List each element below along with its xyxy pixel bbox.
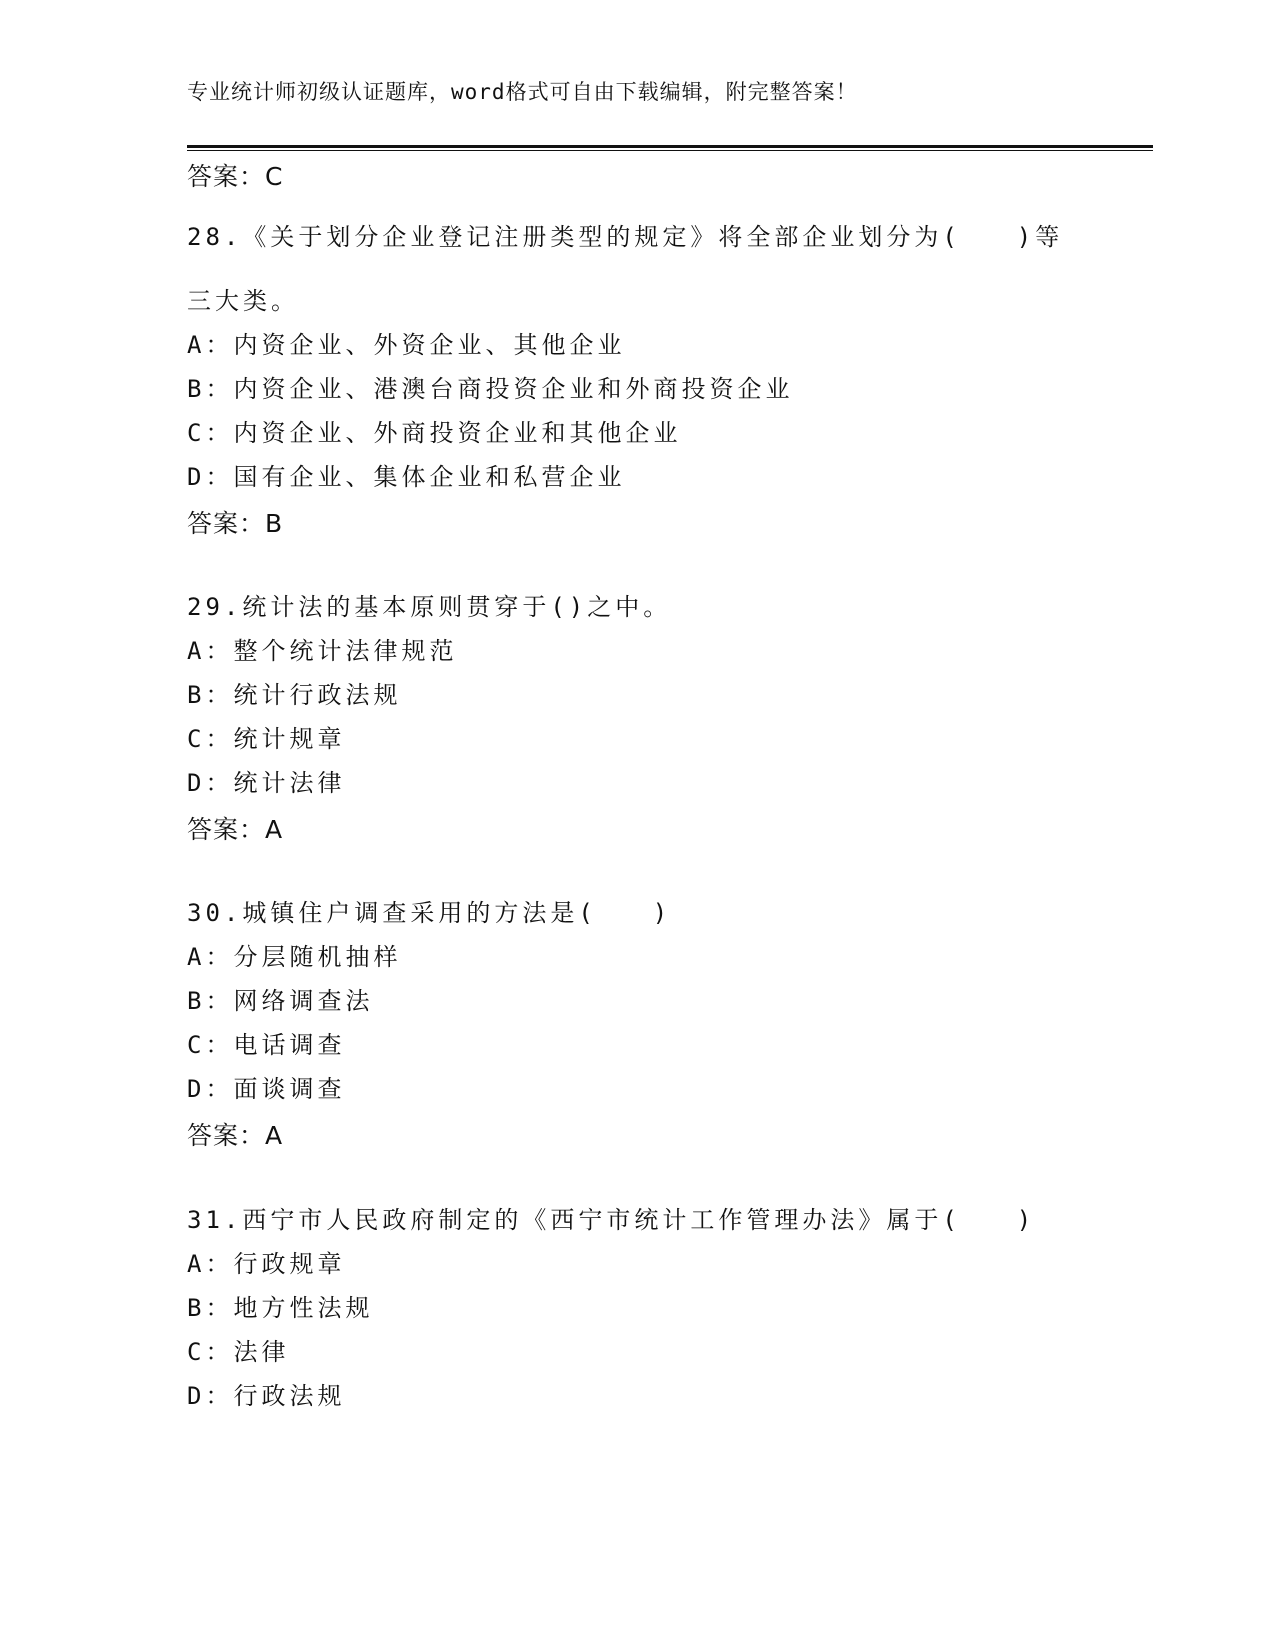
answer-text: 答案：A bbox=[187, 1121, 284, 1150]
option-d: D：面谈调查 bbox=[187, 1075, 346, 1103]
option-b: B：内资企业、港澳台商投资企业和外商投资企业 bbox=[187, 375, 794, 403]
question-stem-continued: 三大类。 bbox=[187, 287, 299, 315]
option-a: A：内资企业、外资企业、其他企业 bbox=[187, 331, 626, 359]
option-a: A：整个统计法律规范 bbox=[187, 637, 458, 665]
question-stem: 29.统计法的基本原则贯穿于()之中。 bbox=[187, 593, 672, 621]
question-stem: 28.《关于划分企业登记注册类型的规定》将全部企业划分为( )等 bbox=[187, 223, 1064, 251]
header-rule-thick bbox=[187, 145, 1153, 148]
option-c: C：内资企业、外商投资企业和其他企业 bbox=[187, 419, 682, 447]
answer-text: 答案：B bbox=[187, 509, 284, 538]
page-header: 专业统计师初级认证题库，word格式可自由下载编辑，附完整答案！ bbox=[187, 80, 858, 104]
option-b: B：地方性法规 bbox=[187, 1294, 374, 1322]
answer-text: 答案：C bbox=[187, 162, 284, 191]
option-d: D：统计法律 bbox=[187, 769, 346, 797]
option-b: B：网络调查法 bbox=[187, 987, 374, 1015]
option-c: C：统计规章 bbox=[187, 725, 346, 753]
option-b: B：统计行政法规 bbox=[187, 681, 402, 709]
question-stem: 30.城镇住户调查采用的方法是( ) bbox=[187, 899, 672, 927]
option-d: D：国有企业、集体企业和私营企业 bbox=[187, 463, 626, 491]
question-stem: 31.西宁市人民政府制定的《西宁市统计工作管理办法》属于( ) bbox=[187, 1206, 1036, 1234]
option-c: C：法律 bbox=[187, 1338, 290, 1366]
option-a: A：分层随机抽样 bbox=[187, 943, 402, 971]
option-a: A：行政规章 bbox=[187, 1250, 346, 1278]
answer-text: 答案：A bbox=[187, 815, 284, 844]
option-d: D：行政法规 bbox=[187, 1382, 346, 1410]
header-rule-thin bbox=[187, 150, 1153, 151]
option-c: C：电话调查 bbox=[187, 1031, 346, 1059]
